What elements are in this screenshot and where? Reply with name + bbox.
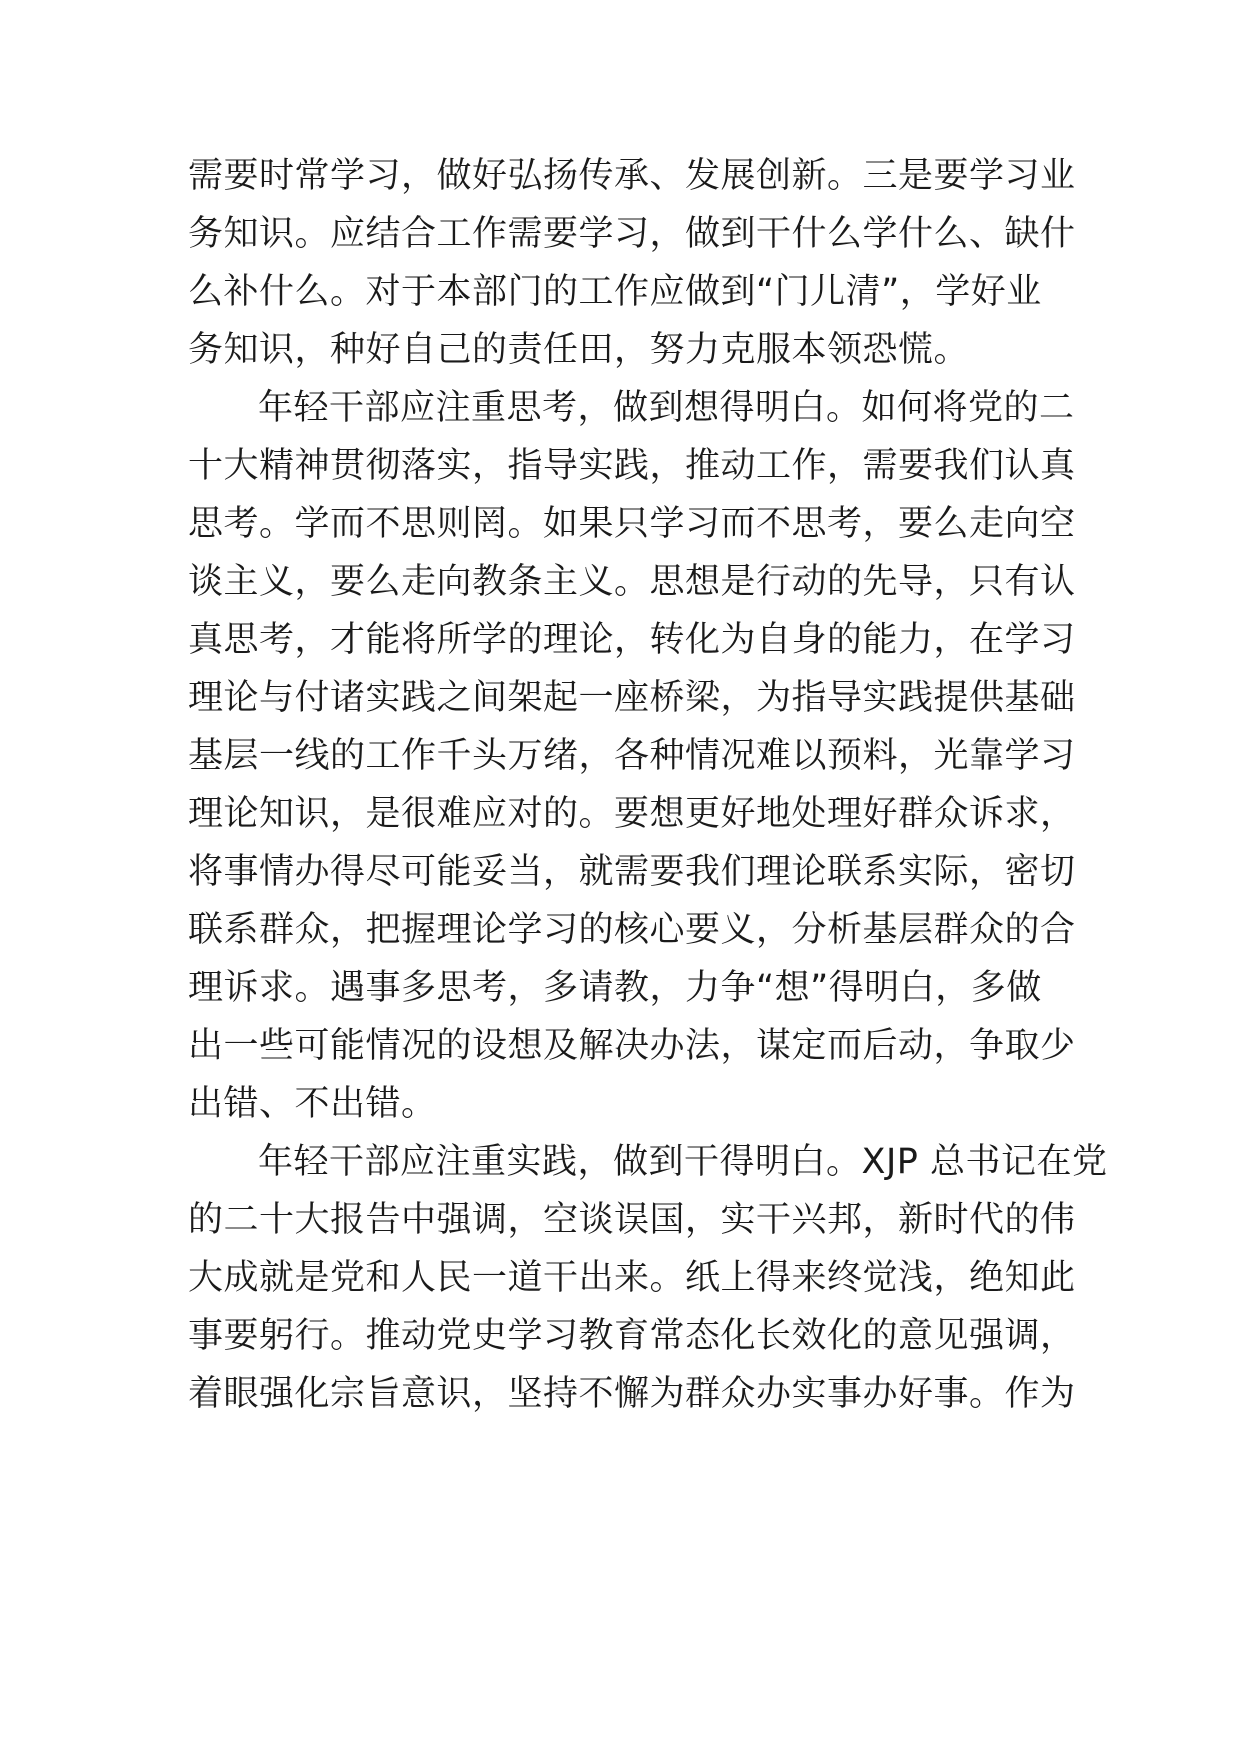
text-line: 出一些可能情况的设想及解决办法，谋定而后动，争取少 [188,1026,1076,1066]
text-line: 出错、不出错。 [188,1084,437,1124]
text-line: 理论与付诸实践之间架起一座桥梁，为指导实践提供基础 [188,678,1076,718]
text-line: 务知识，种好自己的责任田，努力克服本领恐慌。 [188,330,970,370]
text-line: 十大精神贯彻落实，指导实践，推动工作，需要我们认真 [188,446,1076,486]
text-line: 的二十大报告中强调，空谈误国，实干兴邦，新时代的伟 [188,1200,1076,1240]
paragraph-first-line: 年轻干部应注重实践，做到干得明白。XJP 总书记在党 [258,1142,1108,1182]
text-line: 么补什么。对于本部门的工作应做到“门儿清”，学好业 [188,272,1042,312]
paragraph-first-line: 年轻干部应注重思考，做到想得明白。如何将党的二 [258,388,1075,428]
text-line: 大成就是党和人民一道干出来。纸上得来终觉浅，绝知此 [188,1258,1076,1298]
text-line: 思考。学而不思则罔。如果只学习而不思考，要么走向空 [188,504,1076,544]
text-line: 谈主义，要么走向教条主义。思想是行动的先导，只有认 [188,562,1076,602]
text-line: 需要时常学习，做好弘扬传承、发展创新。三是要学习业 [188,156,1076,196]
text-line: 着眼强化宗旨意识，坚持不懈为群众办实事办好事。作为 [188,1374,1076,1414]
text-line: 务知识。应结合工作需要学习，做到干什么学什么、缺什 [188,214,1076,254]
text-line: 真思考，才能将所学的理论，转化为自身的能力，在学习 [188,620,1076,660]
text-line: 事要躬行。推动党史学习教育常态化长效化的意见强调， [188,1316,1076,1356]
text-line: 联系群众，把握理论学习的核心要义，分析基层群众的合 [188,910,1076,950]
text-line: 理诉求。遇事多思考，多请教，力争“想”得明白，多做 [188,968,1042,1008]
text-line: 将事情办得尽可能妥当，就需要我们理论联系实际，密切 [188,852,1076,892]
text-line: 理论知识，是很难应对的。要想更好地处理好群众诉求， [188,794,1076,834]
text-line: 基层一线的工作千头万绪，各种情况难以预料，光靠学习 [188,736,1076,776]
